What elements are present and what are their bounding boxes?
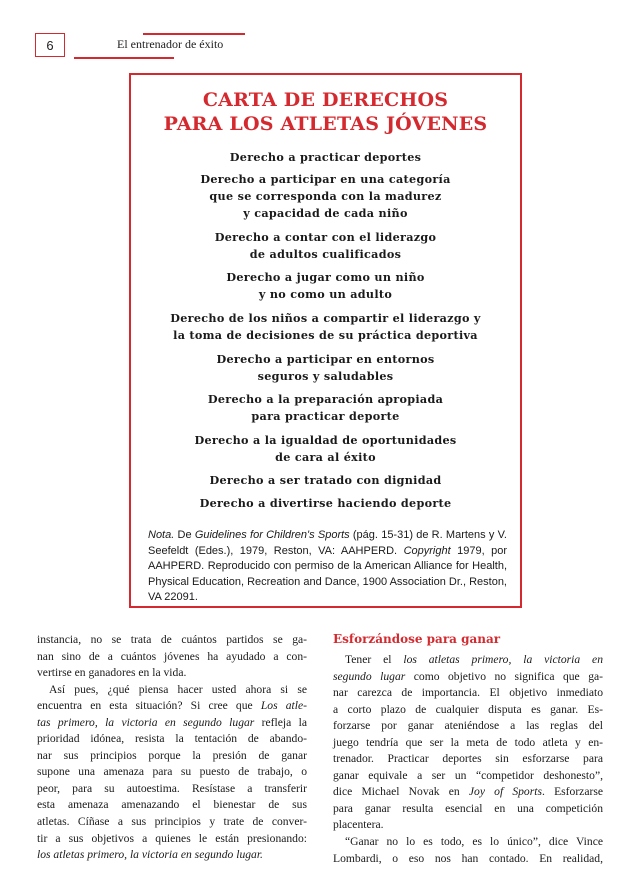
left-column <box>37 632 307 864</box>
text-fragment: dice Michael Novak en <box>333 785 469 799</box>
text-line: “Ganar no lo es todo, es lo único”, dice Vince <box>345 835 603 849</box>
text-fragment: Tener el <box>345 653 404 666</box>
right-line: Derecho a participar en entornos <box>216 352 435 366</box>
right-line: para practicar deporte <box>251 409 400 423</box>
section-heading: Esforzándose para ganar <box>333 632 501 646</box>
note-text-3: 1979, por AAHPERD. Reproducido con permiso de la American Alliance for Health, Physical Education, Recreation and Dance, 1900 Association Dr., Reston, VA 22091. <box>148 544 507 604</box>
text-line <box>333 669 603 686</box>
text-line: a corto plazo de cualquier disputa es ganar. Es- <box>333 702 603 716</box>
text-italic-fragment: Joy of Sports <box>468 785 542 799</box>
right-line: de cara al éxito <box>275 450 376 464</box>
text-line: nar sus principios porque la presión de ganar <box>37 748 307 762</box>
note-text-2: (pág. 15-31) de R. Martens y V. Seefeldt (Edes.), 1979, Reston, VA: AAHPERD. <box>148 529 507 557</box>
text-line: esta amenaza amenazando el bienestar de sus <box>37 798 307 812</box>
right-line: y no como un adulto <box>258 287 393 301</box>
right-line: Derecho a jugar como un niño <box>226 270 425 284</box>
text-line: nan sino de a cuántos jóvenes ha ayudado a con- <box>37 649 307 663</box>
text-fragment: como objetivo no significa que ga- <box>405 669 603 683</box>
page-number-text: 6 <box>46 37 54 53</box>
text-line: peor, para su autoestima. Resístase a transferir <box>37 781 307 795</box>
text-fragment: encuentra en esta situación? Si cree que <box>37 699 261 713</box>
charter-title-line-1: CARTA DE DERECHOS <box>202 89 449 111</box>
header-rule-bottom <box>74 57 174 59</box>
charter-source-note <box>148 528 507 606</box>
right-line: Derecho a practicar deportes <box>229 150 422 164</box>
right-line: Derecho de los niños a compartir el liderazgo y <box>170 311 481 325</box>
charter-box <box>129 73 522 608</box>
text-italic-fragment: tas primero, la victoria en segundo lugar <box>37 715 255 729</box>
text-line: atletas. Cíñase a sus principios y trate de conver- <box>37 815 307 829</box>
text-fragment: refleja la <box>254 715 307 729</box>
text-line: nar carezca de importancia. El objetivo inmediato <box>333 686 603 700</box>
text-line: Así pues, ¿qué piensa hacer usted ahora si se <box>49 682 307 696</box>
right-line: de adultos cualificados <box>249 247 402 261</box>
text-line: placentera. <box>333 818 384 832</box>
text-line: forzarse por ganar ateniéndose a las reglas del <box>333 719 603 733</box>
text-line: vertirse en ganadores en la vida. <box>37 666 187 680</box>
right-line: la toma de decisiones de su práctica deportiva <box>173 328 478 342</box>
text-italic-fragment: Los atle- <box>260 699 307 713</box>
right-column <box>333 652 603 867</box>
text-italic-fragment: los atletas primero, la victoria en segundo lugar. <box>37 848 263 862</box>
right-line: Derecho a participar en una categoría <box>200 172 451 186</box>
text-line: Lombardi, o eso nos han contado. En realidad, <box>333 851 603 865</box>
note-copyright: Copyright <box>403 544 451 557</box>
right-line: Derecho a la igualdad de oportunidades <box>194 433 457 447</box>
text-italic-fragment: segundo lugar <box>333 669 406 683</box>
text-line: supone una amenaza para su puesto de trabajo, o <box>37 765 307 779</box>
right-line: seguros y saludables <box>257 369 394 383</box>
text-line <box>333 652 603 669</box>
page-number <box>35 33 65 57</box>
note-source-title: Guidelines for Children's Sports <box>194 529 350 541</box>
charter-title-line-2: PARA LOS ATLETAS JÓVENES <box>163 113 488 135</box>
text-line: juego tendría que ser la meta de todo atleta y en- <box>333 735 603 749</box>
text-line <box>37 715 307 732</box>
text-line: trenador. Practicar deportes sin esforzarse para <box>333 752 603 766</box>
text-line <box>37 698 307 715</box>
text-line: instancia, no se trata de cuántos partidos se ga- <box>37 633 307 646</box>
right-line: Derecho a la preparación apropiada <box>207 392 444 406</box>
note-text-1: De <box>174 529 195 541</box>
running-title: El entrenador de éxito <box>117 37 224 51</box>
right-line: y capacidad de cada niño <box>243 206 408 220</box>
text-line <box>37 847 307 864</box>
right-line: Derecho a divertirse haciendo deporte <box>199 496 452 510</box>
text-line: para ganar resulta esencial en una competición <box>333 801 603 815</box>
text-line: ganar equivale a ser un “competidor deshonesto”, <box>333 768 603 782</box>
note-label: Nota. <box>148 529 175 541</box>
right-line: Derecho a ser tratado con dignidad <box>209 473 442 487</box>
right-line: Derecho a contar con el liderazgo <box>214 230 437 244</box>
text-line <box>333 784 603 801</box>
text-line: tir a sus objetivos a quienes le están presionando: <box>37 831 307 845</box>
text-fragment: . Esforzarse <box>541 785 603 799</box>
text-line: prioridad idónea, resista la tentación de abando- <box>37 732 307 746</box>
right-line: que se corresponda con la madurez <box>209 189 442 203</box>
header-rule-top <box>143 33 245 35</box>
text-italic-fragment: los atletas primero, la victoria en <box>403 653 603 666</box>
